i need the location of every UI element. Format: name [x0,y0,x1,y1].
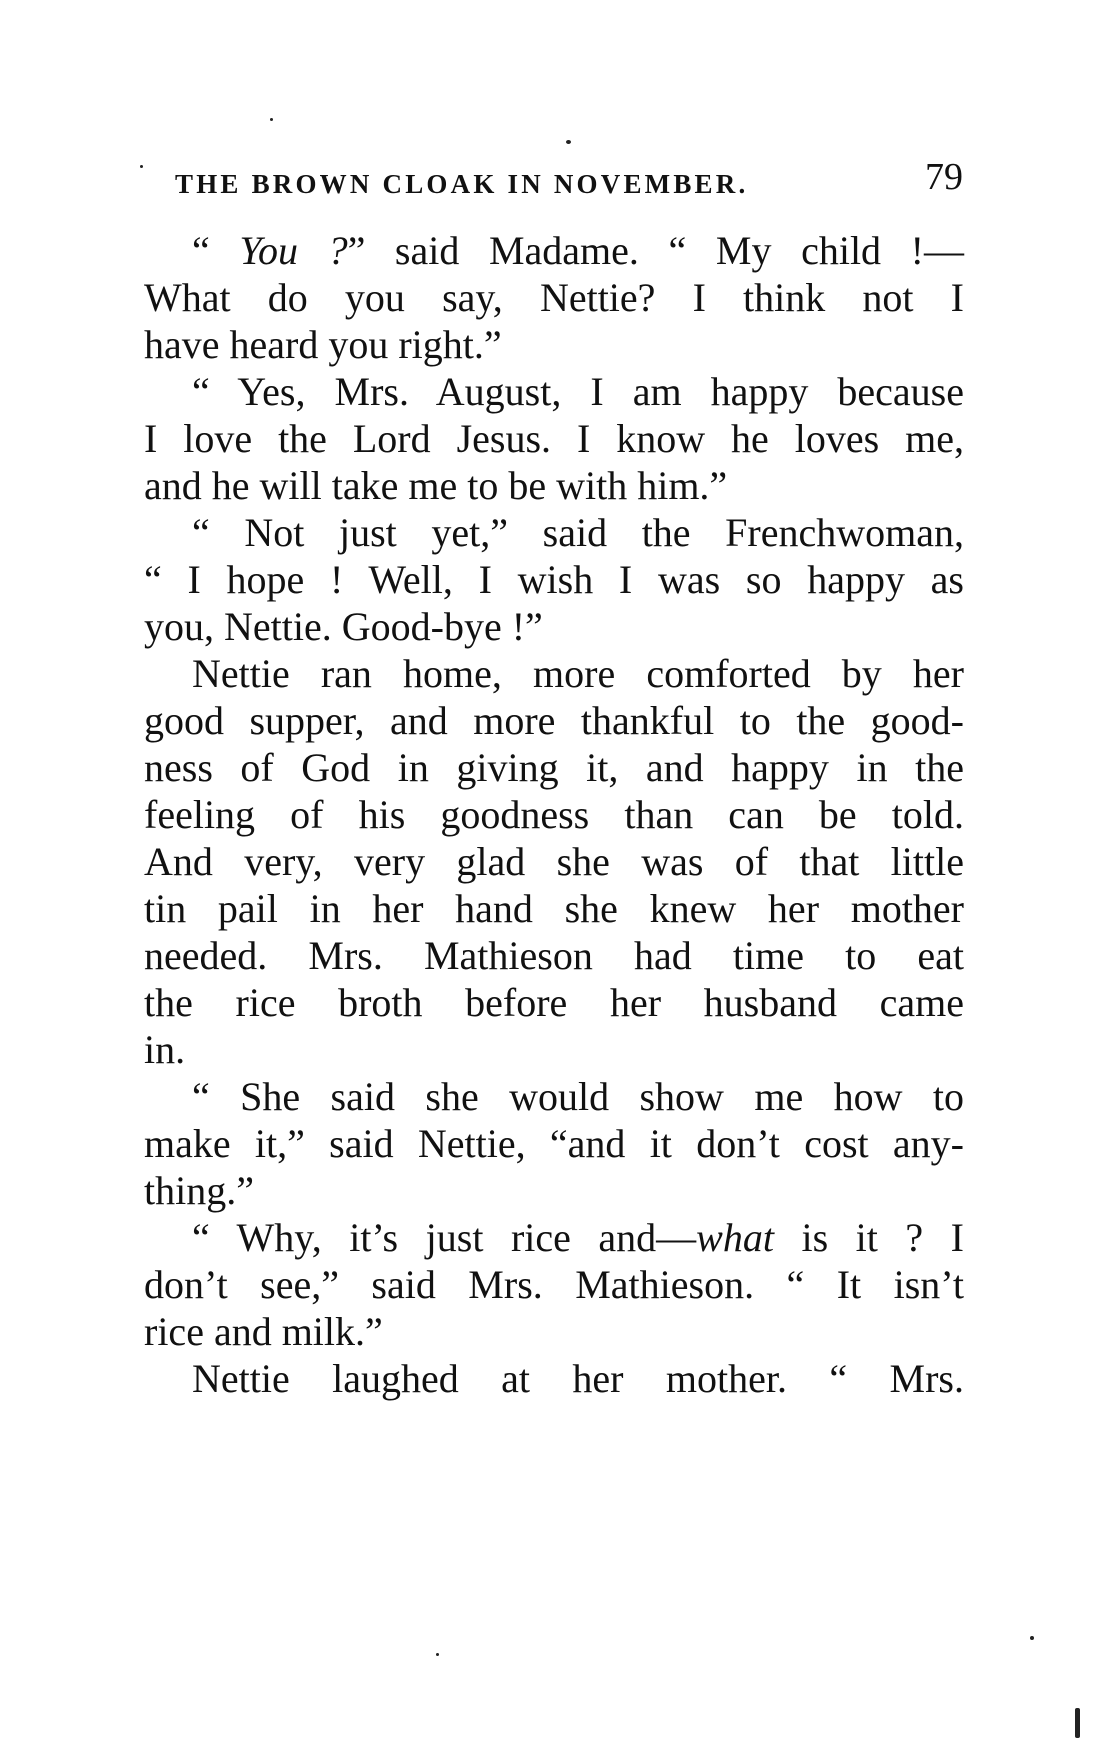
text-line: you, Nettie. Good-bye !” [144,604,543,649]
text-line: don’t see,” said Mrs. Mathieson. “ It isn’t [144,1262,964,1307]
emphasis: You ? [239,228,348,273]
scan-speck [436,1653,439,1656]
text-line: And very, very glad she was of that little [144,839,964,884]
text-line: have heard you right.” [144,322,502,367]
scan-speck [1030,1636,1034,1640]
text-line: the rice broth before her husband came [144,980,964,1025]
scan-speck [270,118,273,121]
emphasis: what [696,1215,774,1260]
scan-speck [566,140,571,144]
text-line: make it,” said Nettie, “and it don’t cost any- [144,1121,964,1166]
text-line: “ She said she would show me how to [192,1074,964,1119]
text-line: What do you say, Nettie? I think not I [144,275,964,320]
text-line: in. [144,1027,186,1072]
text-line: “ Why, it’s just rice and—what is it ? I [192,1215,964,1260]
text-line: ness of God in giving it, and happy in the [144,745,964,790]
text-line: “ You ?” said Madame. “ My child !— [192,228,964,273]
text-line: “ I hope ! Well, I wish I was so happy as [144,557,964,602]
text-line: rice and milk.” [144,1309,383,1354]
text-line: tin pail in her hand she knew her mother [144,886,964,931]
text-line: I love the Lord Jesus. I know he loves me, [144,416,964,461]
page-number: 79 [925,156,963,198]
text-line: Nettie laughed at her mother. “ Mrs. [192,1356,964,1401]
running-head [175,157,965,205]
text-line: needed. Mrs. Mathieson had time to eat [144,933,964,978]
scan-speck [1075,1708,1080,1738]
text-line: Nettie ran home, more comforted by her [192,651,964,696]
text-line: “ Not just yet,” said the Frenchwoman, [192,510,964,555]
text-line: thing.” [144,1168,254,1213]
text-line: feeling of his goodness than can be told. [144,792,964,837]
text-line: and he will take me to be with him.” [144,463,728,508]
scan-speck [140,165,143,168]
running-title: THE BROWN CLOAK IN NOVEMBER. [175,169,749,199]
text-line: good supper, and more thankful to the good- [144,698,964,743]
text-line: “ Yes, Mrs. August, I am happy because [192,369,964,414]
